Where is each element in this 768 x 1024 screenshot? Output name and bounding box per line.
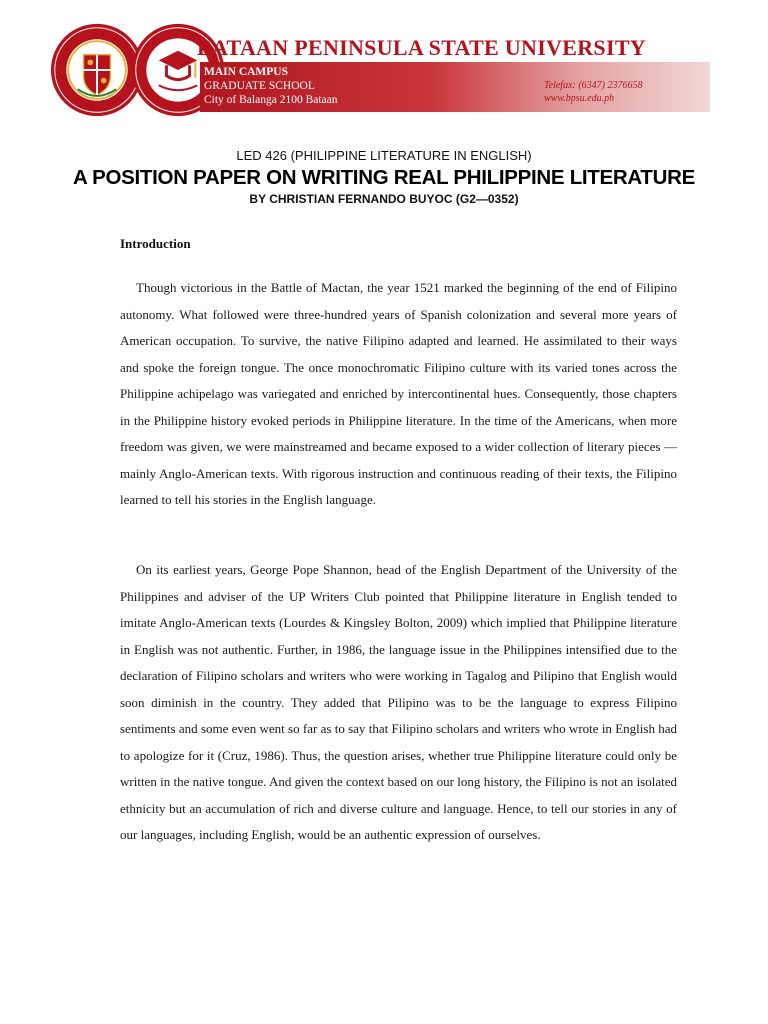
title-block	[0, 148, 768, 207]
letterhead	[0, 0, 768, 120]
address-label: City of Balanga 2100 Bataan	[204, 94, 338, 106]
course-code: LED 426 (PHILIPPINE LITERATURE IN ENGLISH)	[236, 148, 532, 163]
university-name: BATAAN PENINSULA STATE UNIVERSITY	[197, 35, 646, 60]
page-title: A POSITION PAPER ON WRITING REAL PHILIPPINE LITERATURE	[73, 166, 695, 189]
body-paragraph-1: Though victorious in the Battle of Mactan, the year 1521 marked the beginning of the end of Filipino autonomy. What followed were three-hundred years of Spanish colonization and several more years of American occupation. To survive, the native Filipino adapted and learned. He assimilated to their ways and spoke the foreign tongue. The once monochromatic Filipino culture with its varied tones across the Philippine achipelago was variegated and enriched by intercontinental hues. Consequently, those chapters in the Philippine history evoked periods in Philippine literature. In the time of the Americans, when more freedom was given, we were mainstreamed and became exposed to a wider collection of literary pieces — mainly Anglo-American texts. With rigorous instruction and continuous reading of their texts, the Filipino learned to tell his stories in the English language.	[120, 280, 677, 507]
letterhead-band	[200, 62, 710, 112]
section-heading: Introduction	[120, 236, 191, 251]
telefax-label: Telefax: (6347) 2376658	[544, 80, 643, 91]
contact-info	[544, 79, 643, 105]
website-label: www.bpsu.edu.ph	[544, 93, 615, 104]
campus-info	[204, 65, 338, 107]
body-paragraph-2: On its earliest years, George Pope Shannon, head of the English Department of the University of the Philippines and adviser of the UP Writers Club pointed that Philippine literature in English tended to imitate Anglo-American texts (Lourdes & Kingsley Bolton, 2009) which implied that Philippine literature in English was not authentic. Further, in 1986, the language issue in the Philippines intensified due to the declaration of Filipino scholars and writers who were working in Tagalog and Pilipino that English would soon diminish in the country. They added that Pilipino was to be the language to express Filipino sentiments and some even went so far as to say that Filipino scholars and writers who wrote in English had to apologize for it (Cruz, 1986). Thus, the question arises, whether true Philippine literature could only be written in the native tongue. And given the context based on our long history, the Filipino is not an isolated ethnicity but an accumulation of rich and diverse culture and language. Hence, to tell our stories in any of our languages, including English, would be an authentic expression of ourselves.	[120, 562, 677, 842]
author-byline: BY CHRISTIAN FERNANDO BUYOC (G2—0352)	[249, 192, 519, 206]
school-label: GRADUATE SCHOOL	[204, 80, 315, 92]
campus-label: MAIN CAMPUS	[204, 66, 289, 78]
